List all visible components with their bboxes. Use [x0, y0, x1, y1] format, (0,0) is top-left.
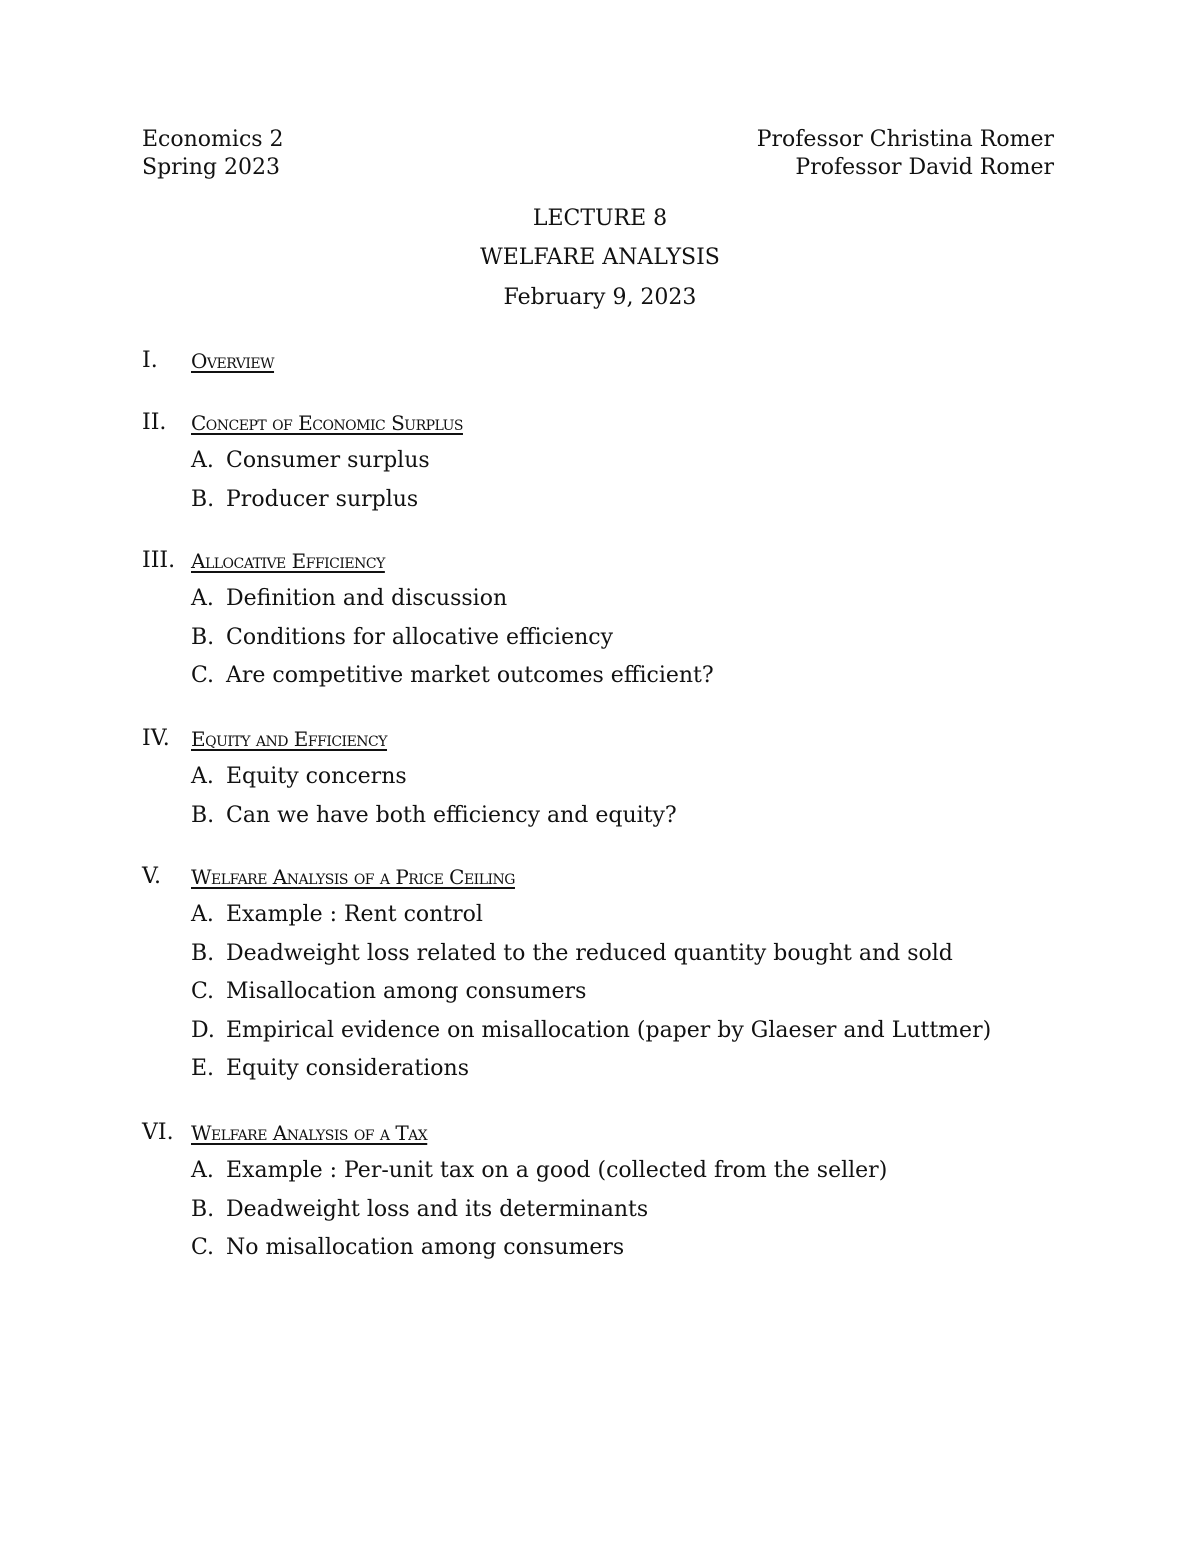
item-text: Misallocation among consumers	[226, 979, 587, 1004]
item-text: Example : Per-unit tax on a good (collected from the seller)	[226, 1158, 888, 1183]
item-text: Empirical evidence on misallocation (paper by Glaeser and Luttmer)	[226, 1017, 992, 1043]
item-text: No misallocation among consumers	[226, 1235, 625, 1260]
item-text: Are competitive market outcomes efficient?	[226, 663, 714, 688]
course-info	[142, 126, 284, 182]
section-number: IV.	[142, 726, 170, 751]
section-number: I.	[142, 348, 158, 373]
lecture-number: LECTURE 8	[532, 206, 668, 231]
section-title: Equity and Efficiency	[191, 727, 388, 751]
item-text: Equity concerns	[226, 764, 407, 789]
item-letter: A.	[191, 902, 214, 927]
section-number: VI.	[142, 1120, 174, 1145]
section-title: Concept of Economic Surplus	[191, 411, 463, 435]
item-letter: B.	[191, 940, 215, 966]
item-letter: E.	[191, 1056, 215, 1081]
item-letter: C.	[191, 979, 215, 1004]
section-number: V.	[142, 864, 162, 889]
instructor-info	[757, 126, 1054, 182]
lecture-date: February 9, 2023	[503, 285, 697, 310]
item-letter: C.	[191, 663, 215, 688]
section-number: II.	[142, 410, 167, 435]
item-text: Consumer surplus	[226, 448, 430, 473]
item-letter: A.	[191, 764, 214, 789]
item-letter: C.	[191, 1235, 215, 1260]
item-text: Can we have both efficiency and equity?	[226, 802, 677, 828]
item-text: Producer surplus	[226, 486, 419, 512]
section-title: Welfare Analysis of a Tax	[191, 1121, 428, 1145]
course-term: Spring 2023	[142, 155, 280, 180]
item-letter: A.	[191, 448, 214, 473]
item-letter: A.	[191, 586, 214, 611]
item-text: Deadweight loss and its determinants	[226, 1196, 649, 1222]
item-text: Deadweight loss related to the reduced quantity bought and sold	[226, 940, 953, 966]
section-number: III.	[142, 548, 176, 573]
professor-1: Professor Christina Romer	[756, 127, 1054, 152]
course-name: Economics 2	[142, 127, 284, 152]
item-letter: B.	[191, 486, 215, 512]
lecture-topic: WELFARE ANALYSIS	[480, 245, 720, 270]
item-text: Example : Rent control	[226, 902, 483, 927]
section-title: Overview	[191, 349, 275, 373]
item-letter: D.	[191, 1017, 215, 1043]
item-letter: B.	[191, 802, 215, 828]
item-text: Definition and discussion	[226, 586, 508, 611]
item-letter: B.	[191, 624, 215, 650]
section-title: Allocative Efficiency	[191, 549, 385, 573]
section-title: Welfare Analysis of a Price Ceiling	[191, 865, 515, 889]
item-letter: B.	[191, 1196, 215, 1222]
item-text: Conditions for allocative efficiency	[226, 624, 614, 650]
professor-2: Professor David Romer	[795, 155, 1054, 180]
item-letter: A.	[191, 1158, 214, 1183]
item-text: Equity considerations	[226, 1056, 469, 1081]
